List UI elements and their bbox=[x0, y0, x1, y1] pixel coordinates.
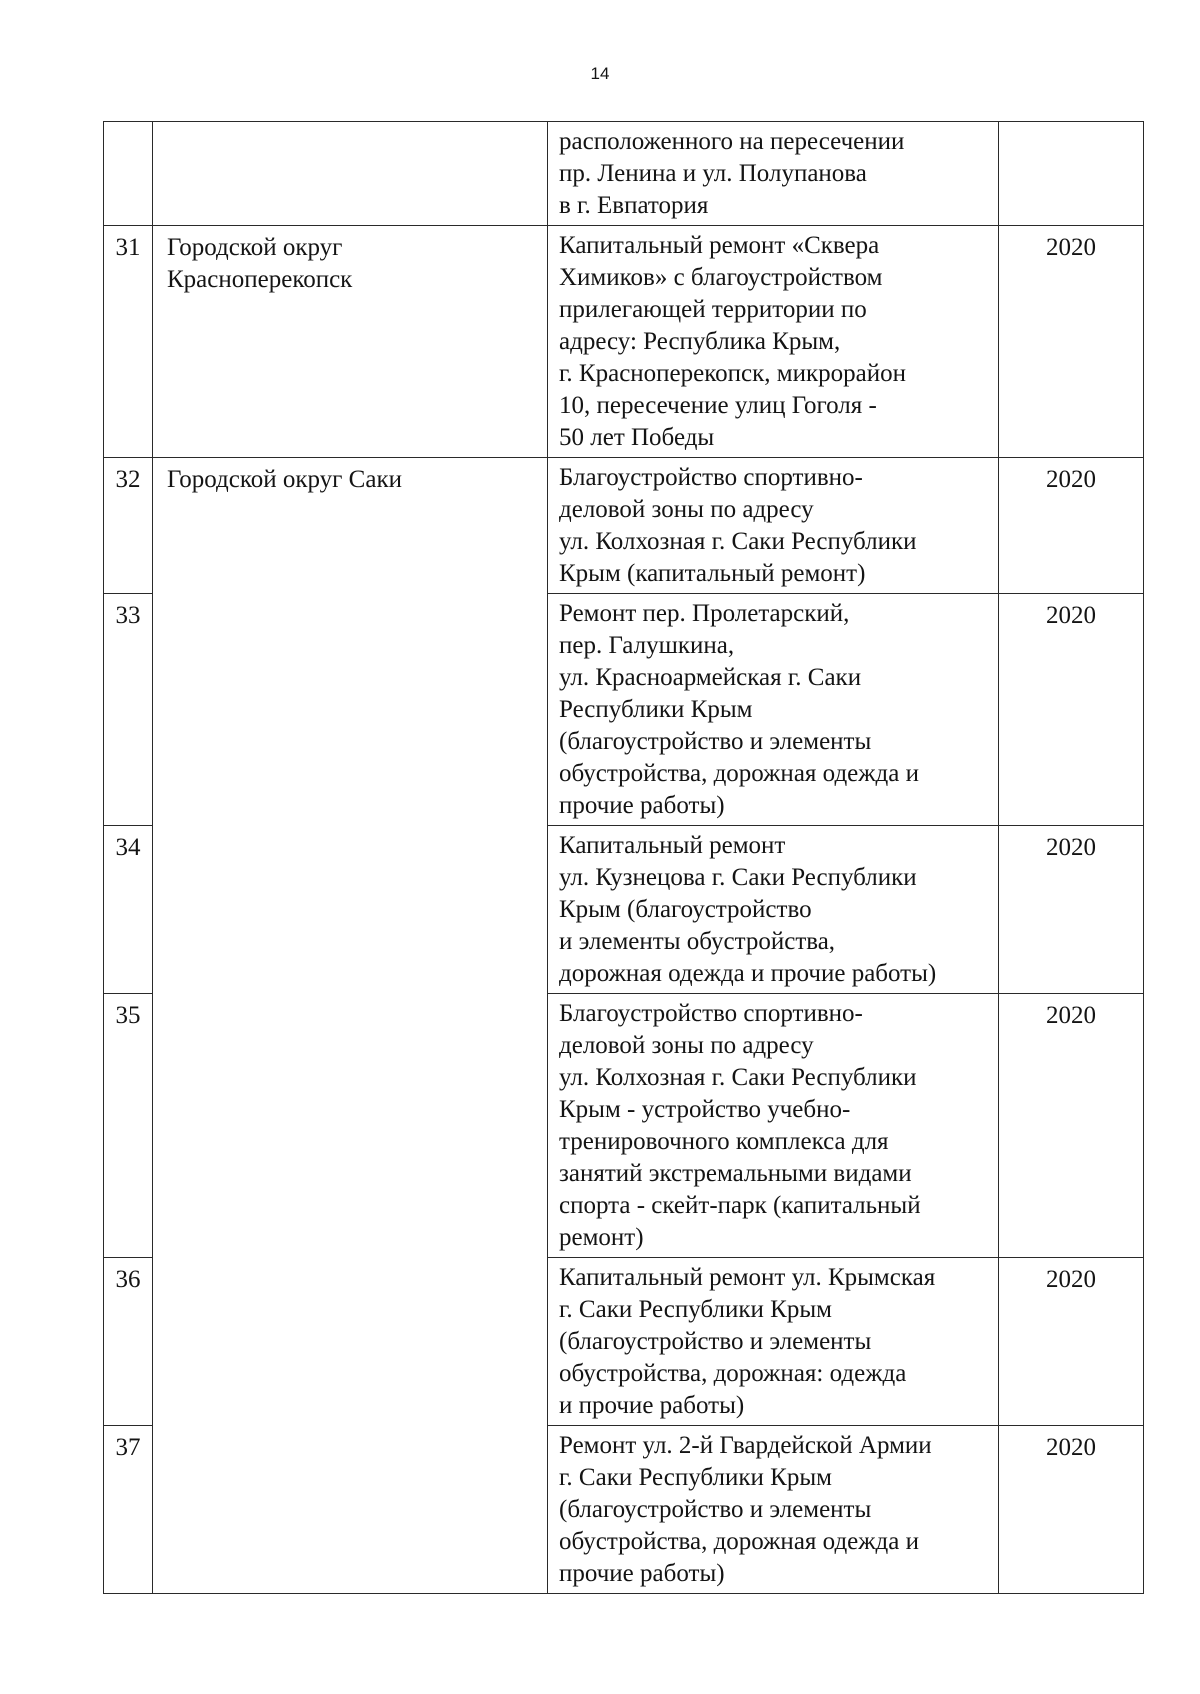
row-number-cell: 34 bbox=[104, 826, 153, 994]
table-row-continuation bbox=[104, 122, 1144, 226]
row-number-cell: 33 bbox=[104, 594, 153, 826]
table-row bbox=[104, 458, 1144, 594]
year-cell: 2020 bbox=[999, 1258, 1144, 1426]
row-number-cell: 35 bbox=[104, 994, 153, 1258]
description-cell: Капитальный ремонт «Сквера Химиков» с благоустройством прилегающей территории по адресу: Республика Крым, г. Красноперекопск, микрорайон 10, пересечение улиц Гоголя - 50 лет Победы bbox=[548, 226, 999, 458]
table-row bbox=[104, 226, 1144, 458]
municipality-cell bbox=[153, 122, 548, 226]
description-cell: расположенного на пересечении пр. Ленина и ул. Полупанова в г. Евпатория bbox=[548, 122, 999, 226]
description-cell: Благоустройство спортивно- деловой зоны по адресу ул. Колхозная г. Саки Республики Крым (капитальный ремонт) bbox=[548, 458, 999, 594]
row-number-cell bbox=[104, 122, 153, 226]
municipality-cell: Городской округ Саки bbox=[153, 458, 548, 1594]
row-number-cell: 32 bbox=[104, 458, 153, 594]
year-cell: 2020 bbox=[999, 994, 1144, 1258]
year-cell bbox=[999, 122, 1144, 226]
year-cell: 2020 bbox=[999, 1426, 1144, 1594]
municipality-cell: Городской округ Красноперекопск bbox=[153, 226, 548, 458]
projects-table bbox=[103, 121, 1144, 1594]
row-number-cell: 36 bbox=[104, 1258, 153, 1426]
description-cell: Капитальный ремонт ул. Крымская г. Саки Республики Крым (благоустройство и элементы обустройства, дорожная: одежда и прочие работы) bbox=[548, 1258, 999, 1426]
description-cell: Ремонт ул. 2-й Гвардейской Армии г. Саки Республики Крым (благоустройство и элементы обустройства, дорожная одежда и прочие работы) bbox=[548, 1426, 999, 1594]
row-number-cell: 31 bbox=[104, 226, 153, 458]
year-cell: 2020 bbox=[999, 226, 1144, 458]
description-cell: Ремонт пер. Пролетарский, пер. Галушкина, ул. Красноармейская г. Саки Республики Крым (благоустройство и элементы обустройства, дорожная одежда и прочие работы) bbox=[548, 594, 999, 826]
page-number: 14 bbox=[590, 64, 610, 83]
year-cell: 2020 bbox=[999, 826, 1144, 994]
description-cell: Капитальный ремонт ул. Кузнецова г. Саки Республики Крым (благоустройство и элементы обустройства, дорожная одежда и прочие работы) bbox=[548, 826, 999, 994]
year-cell: 2020 bbox=[999, 594, 1144, 826]
description-cell: Благоустройство спортивно- деловой зоны по адресу ул. Колхозная г. Саки Республики Крым - устройство учебно- тренировочного комплекса для занятий экстремальными видами спорта - скейт-парк (капитальный ремонт) bbox=[548, 994, 999, 1258]
year-cell: 2020 bbox=[999, 458, 1144, 594]
row-number-cell: 37 bbox=[104, 1426, 153, 1594]
